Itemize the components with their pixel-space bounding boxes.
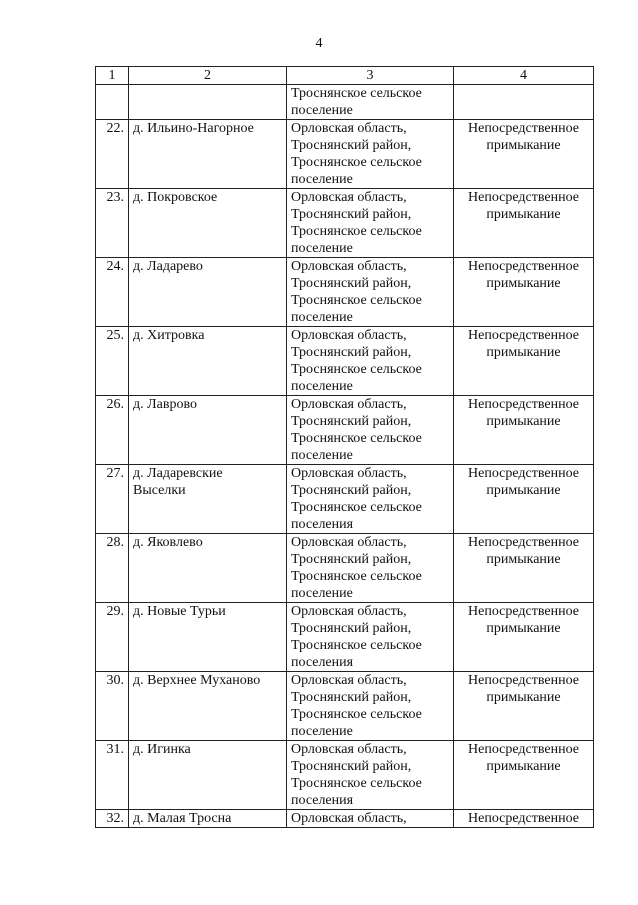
- column-header: 2: [129, 67, 287, 85]
- settlement-name: д. Покровское: [133, 190, 218, 205]
- cell-type: [454, 465, 594, 534]
- connection-type: примыкание: [486, 207, 561, 222]
- cell-type: [454, 603, 594, 672]
- settlement-name: Выселки: [133, 483, 186, 498]
- connection-type: Непосредственное: [468, 121, 579, 136]
- region-line: Троснянское сельское: [291, 569, 422, 584]
- document-table: [95, 66, 594, 828]
- settlement-name: д. Лаврово: [133, 397, 197, 412]
- region-line: Троснянское сельское: [291, 293, 422, 308]
- row-number: 31.: [106, 742, 124, 757]
- region-line: поселение: [291, 586, 353, 601]
- row-number: 30.: [106, 673, 124, 688]
- cell-name: [129, 396, 287, 465]
- settlement-name: д. Ладаревские: [133, 466, 223, 481]
- cell-name: [129, 603, 287, 672]
- cell-num: [96, 741, 129, 810]
- cell-num: [96, 327, 129, 396]
- region-line: поселение: [291, 172, 353, 187]
- row-number: 24.: [106, 259, 124, 274]
- region-line: Орловская область,: [291, 466, 407, 481]
- region-line: Троснянский район,: [291, 690, 412, 705]
- cell-type: [454, 741, 594, 810]
- region-line: Троснянский район,: [291, 345, 412, 360]
- table-header-row: [96, 67, 594, 85]
- table-row: [96, 258, 594, 327]
- region-line: Троснянский район,: [291, 207, 412, 222]
- cell-name: [129, 189, 287, 258]
- cell-type: [454, 327, 594, 396]
- region-line: Троснянское сельское: [291, 638, 422, 653]
- cell-region: [287, 672, 454, 741]
- row-number: 23.: [106, 190, 124, 205]
- cell-name: [129, 465, 287, 534]
- cell-type: [454, 810, 594, 828]
- connection-type: примыкание: [486, 276, 561, 291]
- settlement-name: д. Яковлево: [133, 535, 203, 550]
- row-number: 26.: [106, 397, 124, 412]
- settlement-name: д. Новые Турьи: [133, 604, 226, 619]
- table-row: [96, 534, 594, 603]
- region-line: Троснянский район,: [291, 621, 412, 636]
- connection-type: Непосредственное: [468, 811, 579, 826]
- cell-num: [96, 810, 129, 828]
- table-row: [96, 465, 594, 534]
- connection-type: Непосредственное: [468, 742, 579, 757]
- table-row: [96, 189, 594, 258]
- cell-region: [287, 741, 454, 810]
- cell-num: [96, 672, 129, 741]
- connection-type: примыкание: [486, 552, 561, 567]
- table-row: [96, 603, 594, 672]
- connection-type: Непосредственное: [468, 397, 579, 412]
- connection-type: примыкание: [486, 690, 561, 705]
- cell-name: [129, 672, 287, 741]
- cell-type: [454, 672, 594, 741]
- cell-region: [287, 327, 454, 396]
- row-number: 22.: [106, 121, 124, 136]
- cell-num: [96, 120, 129, 189]
- cell-name: [129, 258, 287, 327]
- region-line: поселение: [291, 448, 353, 463]
- cell-num: [96, 534, 129, 603]
- connection-type: Непосредственное: [468, 328, 579, 343]
- region-line: Орловская область,: [291, 742, 407, 757]
- region-line: Троснянское сельское: [291, 155, 422, 170]
- region-line: поселение: [291, 241, 353, 256]
- page-number: 4: [315, 36, 323, 51]
- region-line: Орловская область,: [291, 811, 407, 826]
- region-line: Троснянский район,: [291, 414, 412, 429]
- region-line: Троснянский район,: [291, 483, 412, 498]
- connection-type: Непосредственное: [468, 604, 579, 619]
- cell-type: [454, 534, 594, 603]
- table-row: [96, 672, 594, 741]
- row-number: 25.: [106, 328, 124, 343]
- connection-type: Непосредственное: [468, 673, 579, 688]
- cell-num: [96, 603, 129, 672]
- connection-type: Непосредственное: [468, 259, 579, 274]
- settlement-name: д. Ладарево: [133, 259, 203, 274]
- region-line: Орловская область,: [291, 397, 407, 412]
- cell-name: [129, 810, 287, 828]
- cell-num: [96, 85, 129, 120]
- region-line: Троснянский район,: [291, 276, 412, 291]
- cell-region: [287, 85, 454, 120]
- connection-type: Непосредственное: [468, 466, 579, 481]
- row-number: 32.: [106, 811, 124, 826]
- cell-type: [454, 396, 594, 465]
- row-number: 29.: [106, 604, 124, 619]
- region-line: Троснянское сельское: [291, 431, 422, 446]
- connection-type: Непосредственное: [468, 190, 579, 205]
- cell-region: [287, 258, 454, 327]
- region-line: поселение: [291, 379, 353, 394]
- cell-type: [454, 258, 594, 327]
- settlement-name: д. Верхнее Муханово: [133, 673, 261, 688]
- region-line: Троснянское сельское: [291, 500, 422, 515]
- settlement-name: д. Хитровка: [133, 328, 205, 343]
- region-line: Троснянское сельское: [291, 707, 422, 722]
- region-line: Троснянский район,: [291, 759, 412, 774]
- cell-name: [129, 120, 287, 189]
- region-line: поселения: [291, 793, 354, 808]
- region-line: поселение: [291, 724, 353, 739]
- connection-type: Непосредственное: [468, 535, 579, 550]
- cell-type: [454, 189, 594, 258]
- continuation-row: [96, 85, 594, 120]
- cell-region: [287, 465, 454, 534]
- cell-region: [287, 189, 454, 258]
- cell-region: [287, 120, 454, 189]
- region-line: Орловская область,: [291, 673, 407, 688]
- region-line: Троснянское сельское: [291, 86, 422, 101]
- region-line: поселения: [291, 655, 354, 670]
- region-line: Троснянский район,: [291, 138, 412, 153]
- settlement-name: д. Ильино-Нагорное: [133, 121, 254, 136]
- cell-type: [454, 85, 594, 120]
- column-header: 4: [454, 67, 594, 85]
- cell-num: [96, 189, 129, 258]
- region-line: Орловская область,: [291, 121, 407, 136]
- row-number: 27.: [106, 466, 124, 481]
- cell-name: [129, 85, 287, 120]
- cell-region: [287, 396, 454, 465]
- region-line: Троснянское сельское: [291, 362, 422, 377]
- region-line: Троснянское сельское: [291, 224, 422, 239]
- cell-name: [129, 534, 287, 603]
- cell-name: [129, 741, 287, 810]
- region-line: Орловская область,: [291, 604, 407, 619]
- column-header: 3: [287, 67, 454, 85]
- region-line: Орловская область,: [291, 190, 407, 205]
- region-line: Орловская область,: [291, 535, 407, 550]
- cell-type: [454, 120, 594, 189]
- settlement-name: д. Игинка: [133, 742, 191, 757]
- cell-num: [96, 258, 129, 327]
- region-line: поселение: [291, 310, 353, 325]
- table-row: [96, 741, 594, 810]
- cell-region: [287, 810, 454, 828]
- connection-type: примыкание: [486, 345, 561, 360]
- connection-type: примыкание: [486, 414, 561, 429]
- cell-region: [287, 603, 454, 672]
- region-line: Троснянское сельское: [291, 776, 422, 791]
- region-line: Троснянский район,: [291, 552, 412, 567]
- region-line: поселение: [291, 103, 353, 118]
- connection-type: примыкание: [486, 621, 561, 636]
- region-line: Орловская область,: [291, 328, 407, 343]
- table-row: [96, 810, 594, 828]
- cell-num: [96, 396, 129, 465]
- settlement-name: д. Малая Тросна: [133, 811, 232, 826]
- cell-num: [96, 465, 129, 534]
- table-row: [96, 120, 594, 189]
- table-row: [96, 327, 594, 396]
- connection-type: примыкание: [486, 483, 561, 498]
- table-row: [96, 396, 594, 465]
- column-header: 1: [96, 67, 129, 85]
- cell-name: [129, 327, 287, 396]
- region-line: поселения: [291, 517, 354, 532]
- connection-type: примыкание: [486, 759, 561, 774]
- cell-region: [287, 534, 454, 603]
- row-number: 28.: [106, 535, 124, 550]
- connection-type: примыкание: [486, 138, 561, 153]
- region-line: Орловская область,: [291, 259, 407, 274]
